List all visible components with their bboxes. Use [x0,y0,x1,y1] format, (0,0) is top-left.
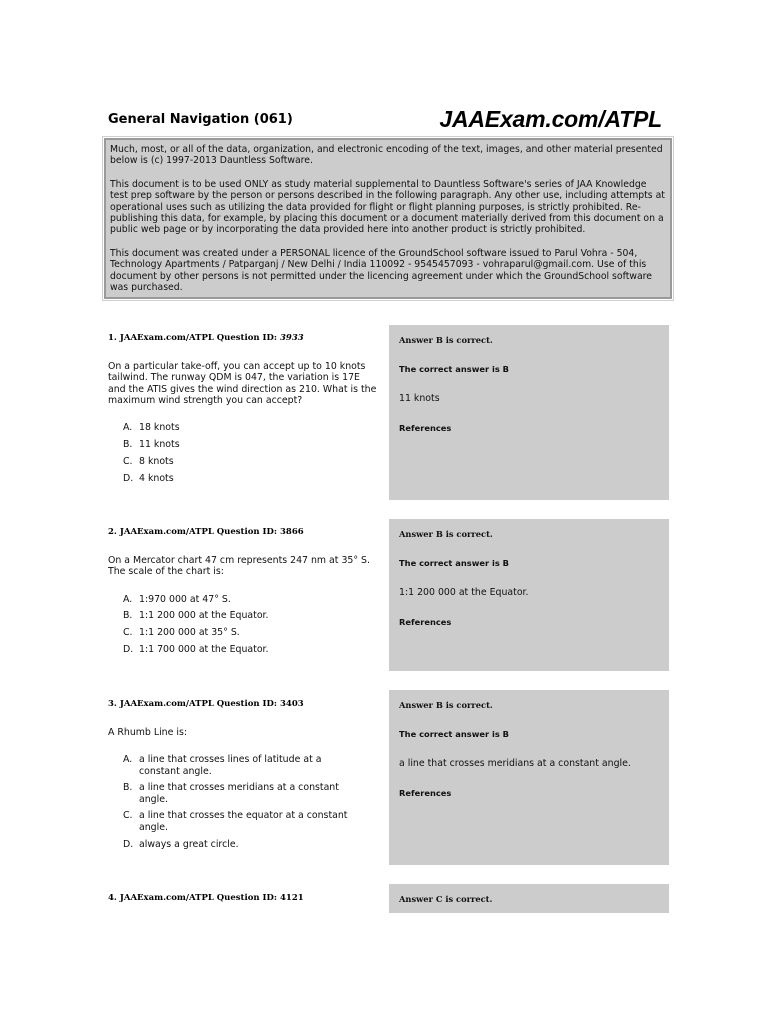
question-id: 4121 [279,893,304,903]
question-prefix: 3. JAAExam.com/ATPL Question ID: [108,699,278,709]
option-letter: B. [123,610,133,622]
question-header [108,527,378,537]
question-prefix: 2. JAAExam.com/ATPL Question ID: [108,527,278,537]
option-item[interactable] [123,594,378,605]
option-list [123,594,378,656]
option-text: 18 knots [139,422,180,434]
question-id: 3866 [279,527,304,537]
option-item[interactable] [123,810,363,833]
option-letter: B. [123,782,133,794]
answer-heading: Answer B is correct. [399,335,493,345]
answer-heading: Answer B is correct. [399,700,493,710]
answer-value: 11 knots [399,393,440,404]
option-item[interactable] [123,627,378,638]
option-list [123,754,363,850]
references-label: References [399,788,452,798]
question-prefix: 1. JAAExam.com/ATPL Question ID: [108,333,278,343]
option-text: 8 knots [139,455,174,467]
question-text: A Rhumb Line is: [108,727,188,738]
option-text: 1:970 000 at 47° S. [139,593,231,605]
option-item[interactable] [123,610,378,621]
brand-logo-text[interactable]: JAAExam.com/ATPL [439,106,662,132]
option-letter: D. [123,838,134,850]
option-item[interactable] [123,439,378,450]
question-header [108,893,378,903]
correct-answer-label: The correct answer is B [399,558,509,568]
option-text: a line that crosses meridians at a constant angle. [139,782,339,805]
question-header [108,699,378,709]
copyright-notice [104,138,672,299]
option-item[interactable] [123,782,363,805]
answer-panel-2 [389,519,669,671]
question-id: 3403 [279,699,304,709]
option-text: a line that crosses the equator at a constant angle. [139,810,348,833]
option-letter: D. [123,643,134,655]
document-title: General Navigation (061) [108,112,293,127]
question-id: 3933 [279,333,304,343]
answer-value: a line that crosses meridians at a constant angle. [399,758,631,769]
answer-panel-4 [389,884,669,913]
question-text: On a Mercator chart 47 cm represents 247 nm at 35° S. The scale of the chart is: [108,555,370,578]
notice-paragraph: This document is to be used ONLY as study material supplemental to Dauntless Software's series of JAA Knowledge test prep software by the person or persons described in the following paragraph. Any other use, including attempts at operational uses such as utilizing the data provided for flight or flight planning purposes, is strictly prohibited. Re-publishing this data, for example, by placing this document or a document materially derived from this document on a public web page or by incorporating the data provided here into another product is strictly prohibited. [110,178,665,236]
references-label: References [399,423,452,433]
option-letter: B. [123,438,133,450]
answer-value: 1:1 200 000 at the Equator. [399,587,529,598]
page-header [108,104,668,134]
question-4 [108,893,378,903]
answer-panel-3 [389,690,669,865]
correct-answer-label: The correct answer is B [399,364,509,374]
option-letter: D. [123,472,134,484]
option-text: 4 knots [139,472,174,484]
option-item[interactable] [123,473,378,484]
option-letter: C. [123,455,133,467]
option-text: 1:1 200 000 at the Equator. [139,610,269,622]
option-letter: A. [123,754,133,766]
option-text: a line that crosses lines of latitude at a constant angle. [139,754,322,777]
option-letter: C. [123,627,133,639]
answer-heading: Answer B is correct. [399,529,493,539]
option-letter: A. [123,593,133,605]
correct-answer-label: The correct answer is B [399,729,509,739]
answer-panel-1 [389,325,669,500]
option-letter: A. [123,422,133,434]
question-prefix: 4. JAAExam.com/ATPL Question ID: [108,893,278,903]
option-text: 1:1 700 000 at the Equator. [139,643,269,655]
question-1 [108,333,378,489]
option-text: always a great circle. [139,838,239,850]
option-item[interactable] [123,456,378,467]
option-item[interactable] [123,422,378,433]
question-header [108,333,378,343]
answer-heading: Answer C is correct. [399,894,493,904]
option-item[interactable] [123,754,363,777]
question-2 [108,527,378,661]
option-item[interactable] [123,644,378,655]
references-label: References [399,617,452,627]
option-letter: C. [123,810,133,822]
question-text: On a particular take-off, you can accept up to 10 knots tailwind. The runway QDM is 047, the variation is 17E and the ATIS gives the wind direction as 210. What is the maximum wind strength you can accept? [108,361,377,406]
notice-paragraph: This document was created under a PERSONAL licence of the GroundSchool software issued to Parul Vohra - 504, Technology Apartments / Patparganj / New Delhi / India 110092 - 9545457093 - vohraparul@gmail.com. Use of this document by other persons is not permitted under the licencing agreement under which the GroundSchool software was purchased. [110,247,652,294]
option-text: 11 knots [139,438,180,450]
option-list [123,422,378,484]
notice-paragraph: Much, most, or all of the data, organization, and electronic encoding of the text, images, and other material presented below is (c) 1997-2013 Dauntless Software. [110,144,663,167]
option-item[interactable] [123,839,363,850]
option-text: 1:1 200 000 at 35° S. [139,627,240,639]
question-3 [108,699,378,855]
